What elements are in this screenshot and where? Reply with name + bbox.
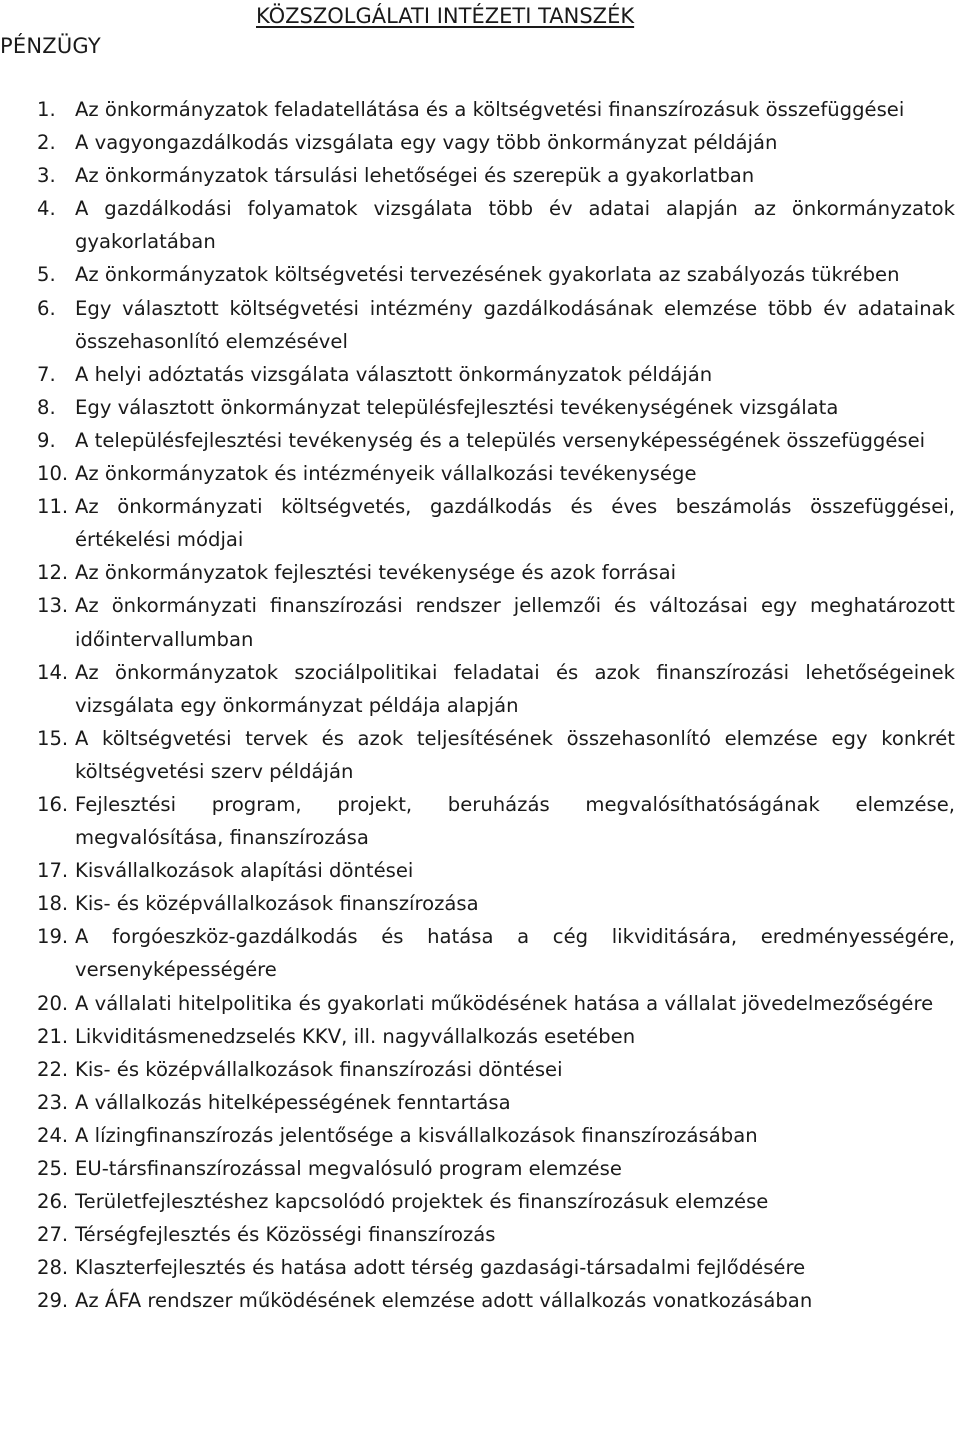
item-number: 13.	[37, 594, 69, 618]
item-text: A településfejlesztési tevékenység és a település versenyképességének összefüggései	[75, 428, 926, 452]
item-text: A lízingfinanszírozás jelentősége a kisvállalkozások finanszírozásában	[75, 1123, 758, 1147]
item-number: 16.	[37, 792, 69, 816]
item-number: 8.	[37, 395, 56, 419]
item-text: Az önkormányzatok szociálpolitikai feladatai és azok finanszírozási lehetőségeinek vizsgálata egy önkormányzat példája alapján	[75, 660, 955, 717]
item-text: Egy választott önkormányzat településfejlesztési tevékenységének vizsgálata	[75, 395, 839, 419]
item-text: A vállalkozás hitelképességének fenntartása	[75, 1090, 511, 1114]
list-item	[37, 656, 955, 722]
list-item	[37, 490, 955, 556]
item-text: Kis- és középvállalkozások finanszírozása	[75, 892, 479, 916]
item-number: 11.	[37, 495, 69, 519]
item-number: 14.	[37, 660, 69, 684]
item-text: Az önkormányzatok fejlesztési tevékenysége és azok forrásai	[75, 561, 677, 585]
list-item	[37, 987, 955, 1020]
page-title: KÖZSZOLGÁLATI INTÉZETI TANSZÉK	[256, 4, 635, 28]
list-item	[37, 589, 955, 655]
list-item	[37, 1251, 955, 1284]
item-text: A gazdálkodási folyamatok vizsgálata több év adatai alapján az önkormányzatok gyakorlatában	[75, 197, 955, 254]
list-item	[37, 556, 955, 589]
item-text: Kisvállalkozások alapítási döntései	[75, 859, 414, 883]
item-number: 29.	[37, 1289, 69, 1313]
item-number: 10.	[37, 462, 69, 486]
item-text: Az önkormányzati költségvetés, gazdálkodás és éves beszámolás összefüggései, értékelési módjai	[75, 495, 955, 552]
item-number: 7.	[37, 362, 56, 386]
item-text: Az önkormányzatok és intézményeik vállalkozási tevékenysége	[75, 462, 697, 486]
list-item	[37, 1086, 955, 1119]
list-item	[37, 1218, 955, 1251]
item-text: Fejlesztési program, projekt, beruházás megvalósíthatóságának elemzése, megvalósítása, finanszírozása	[75, 792, 955, 850]
list-item	[37, 1284, 955, 1317]
list-item	[37, 358, 955, 391]
item-number: 17.	[37, 859, 69, 883]
item-text: Az ÁFA rendszer működésének elemzése adott vállalkozás vonatkozásában	[75, 1289, 813, 1313]
item-text: Térségfejlesztés és Közösségi finanszírozás	[75, 1223, 496, 1247]
item-number: 24.	[37, 1123, 69, 1147]
list-item	[37, 292, 955, 358]
item-text: Területfejlesztéshez kapcsolódó projektek és finanszírozásuk elemzése	[75, 1190, 769, 1214]
list-item	[37, 126, 955, 159]
item-number: 6.	[37, 296, 56, 320]
list-item	[37, 159, 955, 192]
item-text: Klaszterfejlesztés és hatása adott térség gazdasági-társadalmi fejlődésére	[75, 1256, 806, 1280]
item-number: 19.	[37, 925, 69, 949]
item-text: EU-társfinanszírozással megvalósuló program elemzése	[75, 1157, 622, 1180]
item-number: 26.	[37, 1190, 69, 1214]
topic-list	[37, 93, 955, 1317]
list-item	[37, 854, 955, 887]
item-number: 4.	[37, 197, 56, 221]
item-number: 23.	[37, 1090, 69, 1114]
list-item	[37, 1119, 955, 1152]
item-text: A helyi adóztatás vizsgálata választott önkormányzatok példáján	[75, 362, 713, 386]
item-text: Likviditásmenedzselés KKV, ill. nagyvállalkozás esetében	[75, 1024, 636, 1048]
item-text: Az önkormányzatok feladatellátása és a költségvetési finanszírozásuk összefüggései	[75, 98, 905, 121]
item-number: 9.	[37, 428, 56, 452]
item-text: A vagyongazdálkodás vizsgálata egy vagy több önkormányzat példáján	[75, 131, 778, 155]
list-item	[37, 788, 955, 854]
list-item	[37, 1020, 955, 1053]
item-number: 27.	[37, 1223, 69, 1247]
item-number: 22.	[37, 1057, 69, 1081]
item-number: 12.	[37, 561, 69, 585]
list-item	[37, 1152, 955, 1185]
item-number: 18.	[37, 892, 69, 916]
item-number: 5.	[37, 263, 56, 287]
item-number: 25.	[37, 1157, 69, 1180]
item-text: Kis- és középvállalkozások finanszírozási döntései	[75, 1057, 563, 1081]
list-item	[37, 1185, 955, 1218]
item-number: 1.	[37, 98, 56, 121]
item-text: Az önkormányzatok költségvetési tervezésének gyakorlata az szabályozás tükrében	[75, 263, 900, 287]
list-item	[37, 258, 955, 291]
list-item	[37, 1053, 955, 1086]
list-item	[37, 192, 955, 258]
item-text: A vállalati hitelpolitika és gyakorlati működésének hatása a vállalat jövedelmezőségére	[75, 991, 934, 1015]
list-item	[37, 457, 955, 490]
list-item	[37, 391, 955, 424]
list-item	[37, 920, 955, 986]
list-item	[37, 887, 955, 920]
department-label: PÉNZÜGY	[0, 34, 101, 58]
item-number: 21.	[37, 1024, 69, 1048]
list-item	[37, 93, 955, 126]
item-text: A költségvetési tervek és azok teljesítésének összehasonlító elemzése egy konkrét költségvetési szerv példáján	[75, 726, 955, 783]
item-number: 28.	[37, 1256, 69, 1280]
item-number: 2.	[37, 131, 56, 155]
item-text: Az önkormányzatok társulási lehetőségei és szerepük a gyakorlatban	[75, 164, 755, 188]
item-text: A forgóeszköz-gazdálkodás és hatása a cég likviditására, eredményességére, versenyképességére	[75, 925, 955, 982]
item-number: 20.	[37, 991, 69, 1015]
item-text: Egy választott költségvetési intézmény gazdálkodásának elemzése több év adatainak összehasonlító elemzésével	[75, 296, 955, 353]
list-item	[37, 424, 955, 457]
list-item	[37, 722, 955, 788]
item-number: 15.	[37, 726, 69, 750]
item-text: Az önkormányzati finanszírozási rendszer jellemzői és változásai egy meghatározott időintervallumban	[75, 594, 955, 651]
item-number: 3.	[37, 164, 56, 188]
